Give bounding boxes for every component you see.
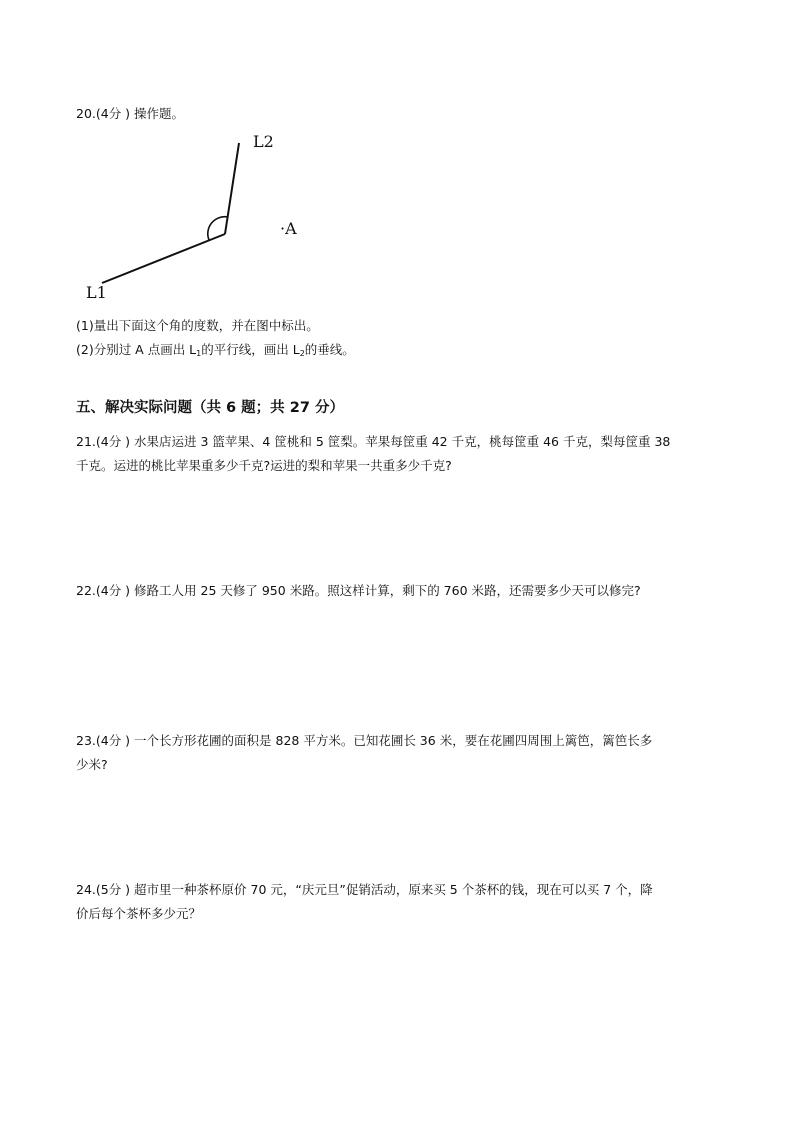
question-24-line2: 价后每个茶杯多少元？ (76, 906, 202, 921)
ray-l2 (225, 143, 239, 234)
question-20-sub2: (2)分别过 A 点画出 $L_1$的平行线，画出 $L_2$的垂线。 (76, 342, 355, 358)
ray-l1 (102, 234, 225, 283)
question-20-header: 20.(4分 ) 操作题。 (76, 106, 185, 121)
question-20-sub1: (1)量出下面这个角的度数，并在图中标出。 (76, 318, 319, 333)
label-l2: L2 (253, 132, 274, 151)
question-23-line2: 少米? (76, 757, 108, 772)
point-a-label: ·A (280, 219, 297, 238)
question-21-line1: 21.(4分 ) 水果店运进 3 篮苹果、4 筐桃和 5 筐梨。苹果每筐重 42 千克，桃每筐重 46 千克，梨每筐重 38 (76, 434, 671, 449)
question-24-line1: 24.(5分 ) 超市里一种茶杯原价 70 元，“庆元旦”促销活动，原来买 5 个茶杯的钱，现在可以买 7 个，降 (76, 882, 653, 897)
label-l1: L1 (86, 283, 107, 302)
question-22-line1: 22.(4分 ) 修路工人用 25 天修了 950 米路。照这样计算，剩下的 760 米路，还需要多少天可以修完? (76, 583, 641, 598)
section-title: 五、解决实际问题（共 6 题；共 27 分） (76, 400, 344, 416)
question-21-line2: 千克。运进的桃比苹果重多少千克?运进的梨和苹果一共重多少千克? (76, 458, 452, 473)
angle-figure (80, 126, 340, 308)
question-23-line1: 23.(4分 ) 一个长方形花圃的面积是 828 平方米。已知花圃长 36 米，要在花圃四周围上篱笆，篱笆长多 (76, 733, 653, 748)
angle-diagram (80, 126, 340, 308)
